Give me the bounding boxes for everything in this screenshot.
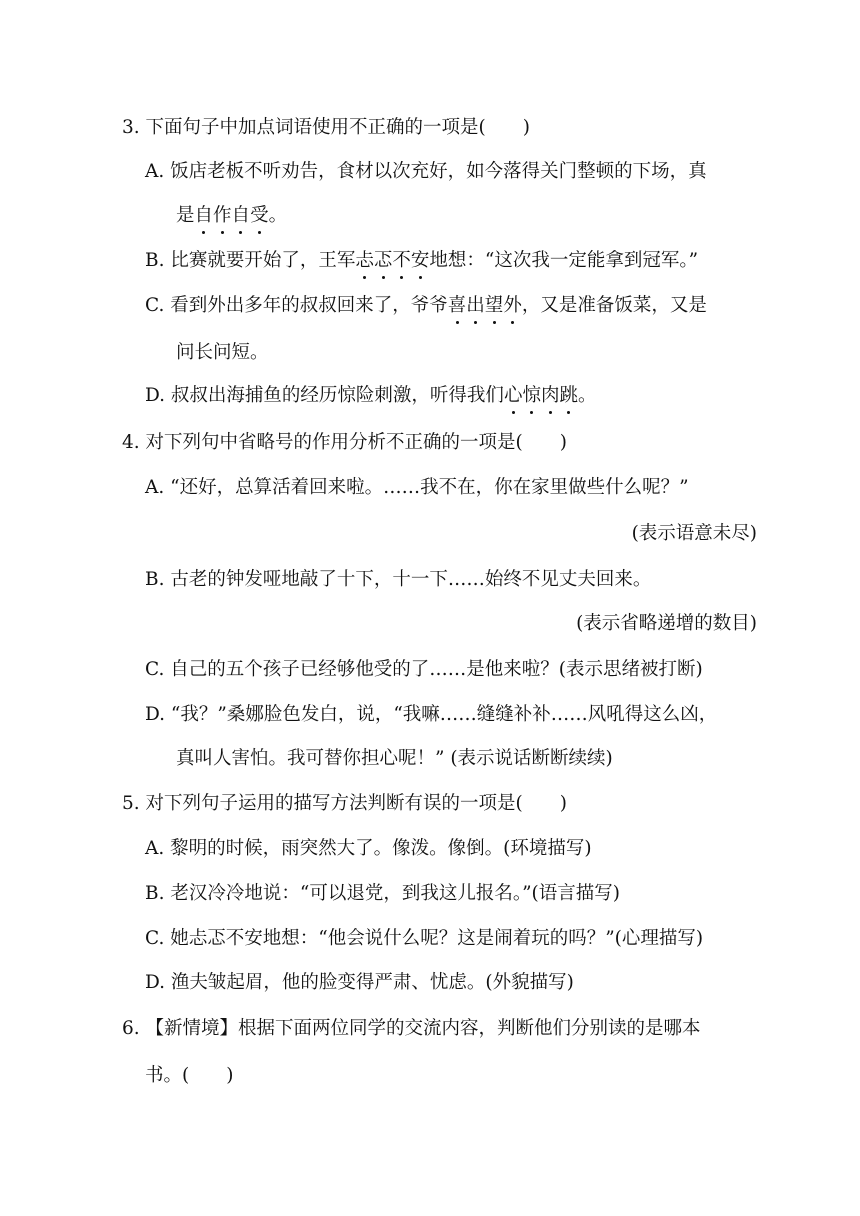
- dotted-char: 作: [213, 203, 232, 229]
- dotted-phrase: [504, 385, 578, 406]
- dotted-char: 受: [250, 203, 269, 229]
- question-4-stem: 4. 对下列句中省略号的作用分析不正确的一项是( ): [122, 432, 567, 453]
- dotted-char: 安: [411, 248, 430, 274]
- question-3-option-a: A. 饭店老板不听劝告，食材以次充好，如今落得关门整顿的下场，真: [145, 161, 707, 182]
- dotted-char: 惊: [522, 383, 541, 409]
- dotted-phrase: [195, 205, 269, 226]
- question-6-stem: 6. 【新情境】根据下面两位同学的交流内容，判断他们分别读的是哪本: [122, 1018, 701, 1039]
- question-4-option-b-note: (表示省略递增的数目): [576, 613, 757, 634]
- question-3-option-a-cont: 是自作自受。: [176, 203, 287, 229]
- dotted-char: 忑: [374, 248, 393, 274]
- dotted-char: 自: [195, 203, 214, 229]
- dotted-char: 外: [503, 293, 522, 319]
- question-3-option-b: B. 比赛就要开始了，王军忐忑不安地想：“这次我一定能拿到冠军。”: [145, 248, 698, 274]
- question-5-option-d: D. 渔夫皱起眉，他的脸变得严肃、忧虑。(外貌描写): [145, 972, 574, 993]
- dotted-phrase: [448, 295, 522, 316]
- question-4-option-a: A. “还好，总算活着回来啦。……我不在，你在家里做些什么呢？”: [145, 477, 689, 498]
- question-3-option-d: D. 叔叔出海捕鱼的经历惊险刺激，听得我们心惊肉跳。: [145, 383, 597, 409]
- dotted-char: 望: [485, 293, 504, 319]
- dotted-char: 喜: [448, 293, 467, 319]
- dotted-char: 跳: [559, 383, 578, 409]
- question-4-option-b: B. 古老的钟发哑地敲了十下，十一下……始终不见丈夫回来。: [145, 569, 652, 590]
- question-4-option-d-cont: 真叫人害怕。我可替你担心呢！” (表示说话断断续续): [176, 748, 613, 769]
- question-4-option-c: C. 自己的五个孩子已经够他受的了……是他来啦？(表示思绪被打断): [145, 659, 703, 680]
- dotted-char: 自: [232, 203, 251, 229]
- question-3-stem: 3. 下面句子中加点词语使用不正确的一项是( ): [122, 117, 530, 138]
- question-5-option-b: B. 老汉冷冷地说：“可以退党，到我这儿报名。”(语言描写): [145, 883, 620, 904]
- question-5-stem: 5. 对下列句子运用的描写方法判断有误的一项是( ): [122, 793, 567, 814]
- question-3-option-c: C. 看到外出多年的叔叔回来了，爷爷喜出望外，又是准备饭菜，又是: [145, 293, 707, 319]
- dotted-char: 不: [392, 248, 411, 274]
- dotted-char: 心: [504, 383, 523, 409]
- question-4-option-d: D. “我？”桑娜脸色发白，说，“我嘛……缝缝补补……风吼得这么凶，: [145, 704, 718, 725]
- dotted-char: 肉: [541, 383, 560, 409]
- question-5-option-c: C. 她忐忑不安地想：“他会说什么呢？这是闹着玩的吗？”(心理描写): [145, 928, 704, 949]
- question-3-option-c-cont: 问长问短。: [176, 342, 269, 363]
- dotted-char: 出: [466, 293, 485, 319]
- dotted-char: 忐: [355, 248, 374, 274]
- question-6-stem-cont: 书。( ): [145, 1065, 234, 1086]
- question-5-option-a: A. 黎明的时候，雨突然大了。像泼。像倒。(环境描写): [145, 838, 592, 859]
- dotted-phrase: [355, 250, 429, 271]
- question-4-option-a-note: (表示语意未尽): [631, 523, 757, 544]
